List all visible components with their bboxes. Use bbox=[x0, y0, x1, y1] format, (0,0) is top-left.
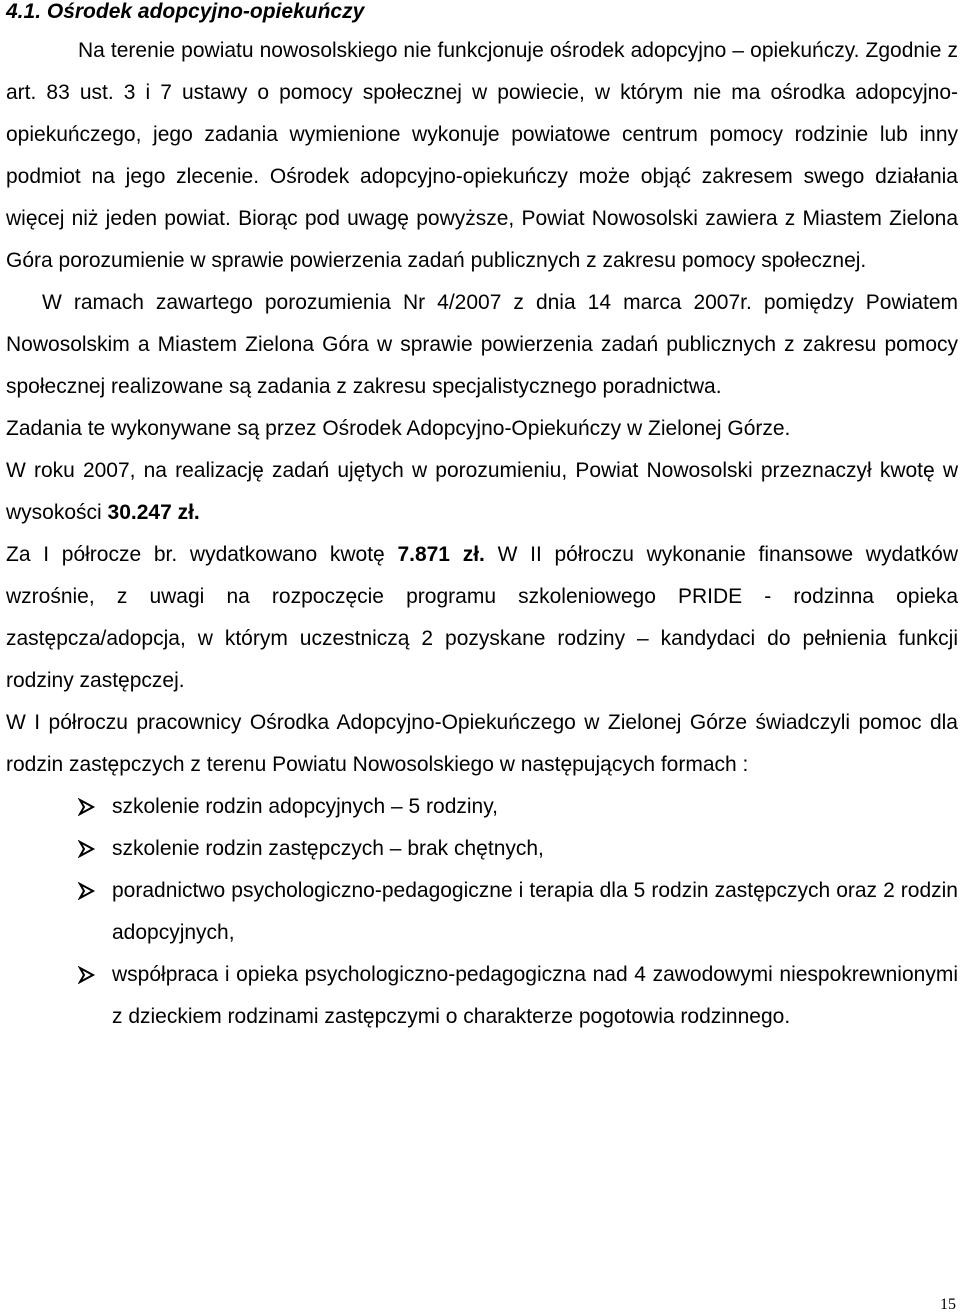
paragraph-expenses-text-b: W II półroczu wykonanie finansowe wydatków wzrośnie, z uwagi na rozpoczęcie programu szkoleniowego PRIDE - rodzinna opieka zastępcza/adopcja, w którym uczestniczą 2 pozyskane rodziny – kandydaci do pełnienia funkcji rodziny zastępczej. bbox=[6, 543, 958, 692]
paragraph-agreement: W ramach zawartego porozumienia Nr 4/2007 z dnia 14 marca 2007r. pomiędzy Powiatem Nowosolskim a Miastem Zielona Góra w sprawie powierzenia zadań publicznych z zakresu pomocy społecznej realizowane są zadania z zakresu specjalistycznego poradnictwa. bbox=[6, 291, 958, 398]
section-heading: 4.1. Ośrodek adopcyjno-opiekuńczy bbox=[6, 0, 365, 23]
budget-amount: 30.247 zł. bbox=[107, 501, 200, 524]
paragraph-expenses-text-a: Za I półrocze br. wydatkowano kwotę bbox=[6, 543, 398, 566]
list-item bbox=[6, 954, 958, 1038]
assistance-forms-list bbox=[6, 786, 958, 1038]
list-item bbox=[6, 828, 958, 870]
paragraph-tasks: Zadania te wykonywane są przez Ośrodek Adopcyjno-Opiekuńczy w Zielonej Górze. bbox=[6, 417, 791, 440]
arrowhead-bullet-icon bbox=[78, 954, 98, 996]
page-number: 15 bbox=[940, 1296, 956, 1313]
list-item-text: współpraca i opieka psychologiczno-pedagogiczna nad 4 zawodowymi niespokrewnionymi z dzieckiem rodzinami zastępczymi o charakterze pogotowia rodzinnego. bbox=[112, 963, 958, 1028]
list-item bbox=[6, 786, 958, 828]
document-page bbox=[6, 0, 958, 1038]
paragraph-budget bbox=[6, 450, 958, 534]
list-item-text: szkolenie rodzin zastępczych – brak chętnych, bbox=[112, 837, 544, 860]
paragraph-intro: Na terenie powiatu nowosolskiego nie funkcjonuje ośrodek adopcyjno – opiekuńczy. Zgodnie z art. 83 ust. 3 i 7 ustawy o pomocy społecznej w powiecie, w którym nie ma ośrodka adopcyjno-opiekuńczego, jego zadania wymienione wykonuje powiatowe centrum pomocy rodzinie lub inny podmiot na jego zlecenie. Ośrodek adopcyjno-opiekuńczy może objąć zakresem swego działania więcej niż jeden powiat. Biorąc pod uwagę powyższe, Powiat Nowosolski zawiera z Miastem Zielona Góra porozumienie w sprawie powierzenia zadań publicznych z zakresu pomocy społecznej. bbox=[6, 39, 958, 272]
arrowhead-bullet-icon bbox=[78, 786, 98, 828]
paragraph-expenses bbox=[6, 534, 958, 702]
list-item bbox=[6, 870, 958, 954]
arrowhead-bullet-icon bbox=[78, 870, 98, 912]
arrowhead-bullet-icon bbox=[78, 828, 98, 870]
paragraph-assistance: W I półroczu pracownicy Ośrodka Adopcyjno-Opiekuńczego w Zielonej Górze świadczyli pomoc dla rodzin zastępczych z terenu Powiatu Nowosolskiego w następujących formach : bbox=[6, 711, 958, 776]
expenses-amount: 7.871 zł. bbox=[397, 543, 485, 566]
paragraph-budget-text: W roku 2007, na realizację zadań ujętych w porozumieniu, Powiat Nowosolski przeznaczył kwotę w wysokości bbox=[6, 459, 958, 524]
list-item-text: poradnictwo psychologiczno-pedagogiczne i terapia dla 5 rodzin zastępczych oraz 2 rodzin adopcyjnych, bbox=[112, 879, 958, 944]
list-item-text: szkolenie rodzin adopcyjnych – 5 rodziny, bbox=[112, 795, 498, 818]
